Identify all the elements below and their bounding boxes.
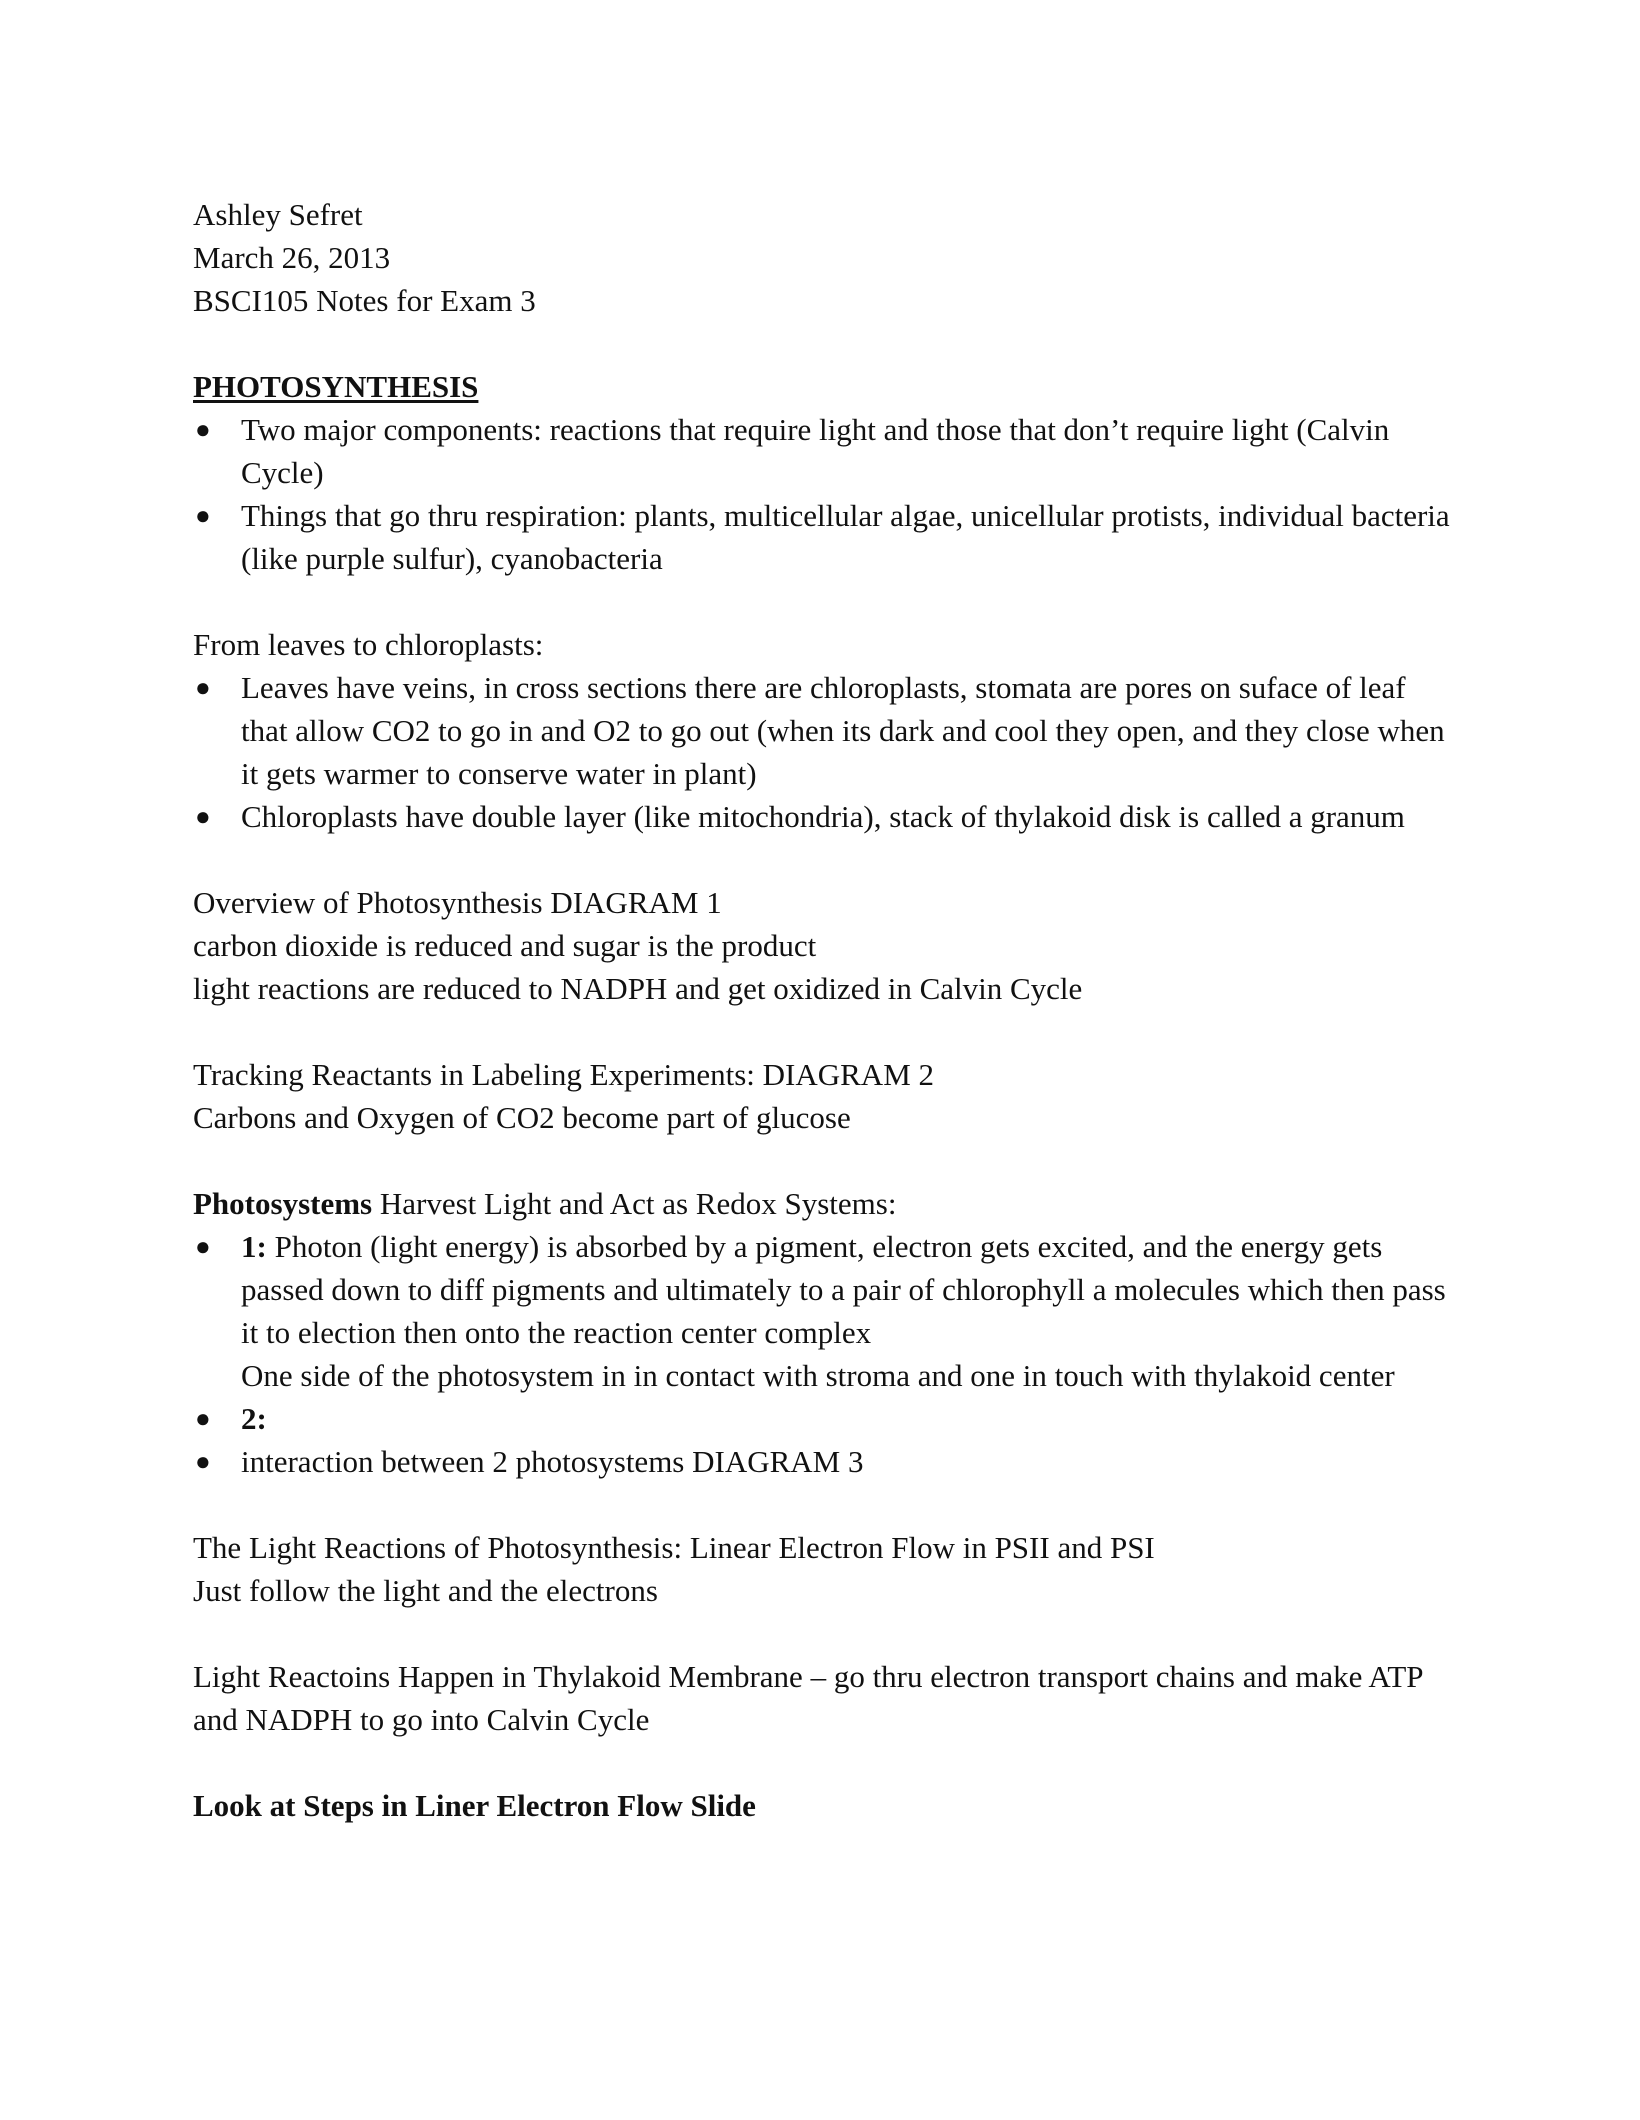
list-item [193,666,1455,795]
bullet-text: Things that go thru respiration: plants, multicellular algae, unicellular protists, individual bacteria (like purple sulfur), cyanobacteria [241,498,1450,576]
list-item [193,795,1455,838]
bullet-icon: ● [195,673,211,702]
bullet-text: interaction between 2 photosystems DIAGRAM 3 [241,1444,864,1479]
step-label: 2: [241,1401,267,1436]
light-reactions-line: The Light Reactions of Photosynthesis: Linear Electron Flow in PSII and PSI [193,1530,1155,1565]
document-title: BSCI105 Notes for Exam 3 [193,283,536,318]
photosystems-heading [193,1182,1455,1225]
overview-line: light reactions are reduced to NADPH and get oxidized in Calvin Cycle [193,971,1083,1006]
bullet-icon: ● [195,501,211,530]
bullet-icon: ● [195,802,211,831]
bullet-icon: ● [195,1232,211,1261]
tracking-line: Carbons and Oxygen of CO2 become part of glucose [193,1100,851,1135]
intro-bullet-list [193,408,1455,580]
list-item [193,1397,1455,1440]
bullet-icon: ● [195,415,211,444]
tracking-line: Tracking Reactants in Labeling Experiments: DIAGRAM 2 [193,1057,935,1092]
list-item [193,494,1455,580]
photosystems-heading-bold: Photosystems [193,1186,373,1221]
thylakoid-paragraph: Light Reactoins Happen in Thylakoid Membrane – go thru electron transport chains and make ATP and NADPH to go into Calvin Cycle [193,1659,1423,1737]
leaves-bullet-list [193,666,1455,838]
document-body [193,193,1455,1827]
bullet-text: Two major components: reactions that require light and those that don’t require light (Calvin Cycle) [241,412,1390,490]
author-name: Ashley Sefret [193,197,363,232]
bullet-text: Photon (light energy) is absorbed by a pigment, electron gets excited, and the energy gets passed down to diff pigments and ultimately to a pair of chlorophyll a molecules which then pass it to election then onto the reaction center complex [241,1229,1446,1350]
light-reactions-line: Just follow the light and the electrons [193,1573,658,1608]
bullet-text: Chloroplasts have double layer (like mitochondria), stack of thylakoid disk is called a granum [241,799,1405,834]
final-heading: Look at Steps in Liner Electron Flow Slide [193,1788,756,1823]
leaves-heading: From leaves to chloroplasts: [193,627,544,662]
step-label: 1: [241,1229,267,1264]
photosystems-heading-rest: Harvest Light and Act as Redox Systems: [372,1186,897,1221]
bullet-continuation: One side of the photosystem in in contact with stroma and one in touch with thylakoid center [241,1358,1395,1393]
list-item [193,1440,1455,1483]
bullet-icon: ● [195,1447,211,1476]
bullet-text: Leaves have veins, in cross sections there are chloroplasts, stomata are pores on suface of leaf that allow CO2 to go in and O2 to go out (when its dark and cool they open, and they close when it gets warmer to conserve water in plant) [241,670,1445,791]
bullet-icon: ● [195,1404,211,1433]
photosystems-bullet-list [193,1225,1455,1483]
overview-line: carbon dioxide is reduced and sugar is the product [193,928,817,963]
section-heading: PHOTOSYNTHESIS [193,369,479,404]
list-item [193,1225,1455,1397]
document-date: March 26, 2013 [193,240,391,275]
overview-line: Overview of Photosynthesis DIAGRAM 1 [193,885,722,920]
list-item [193,408,1455,494]
